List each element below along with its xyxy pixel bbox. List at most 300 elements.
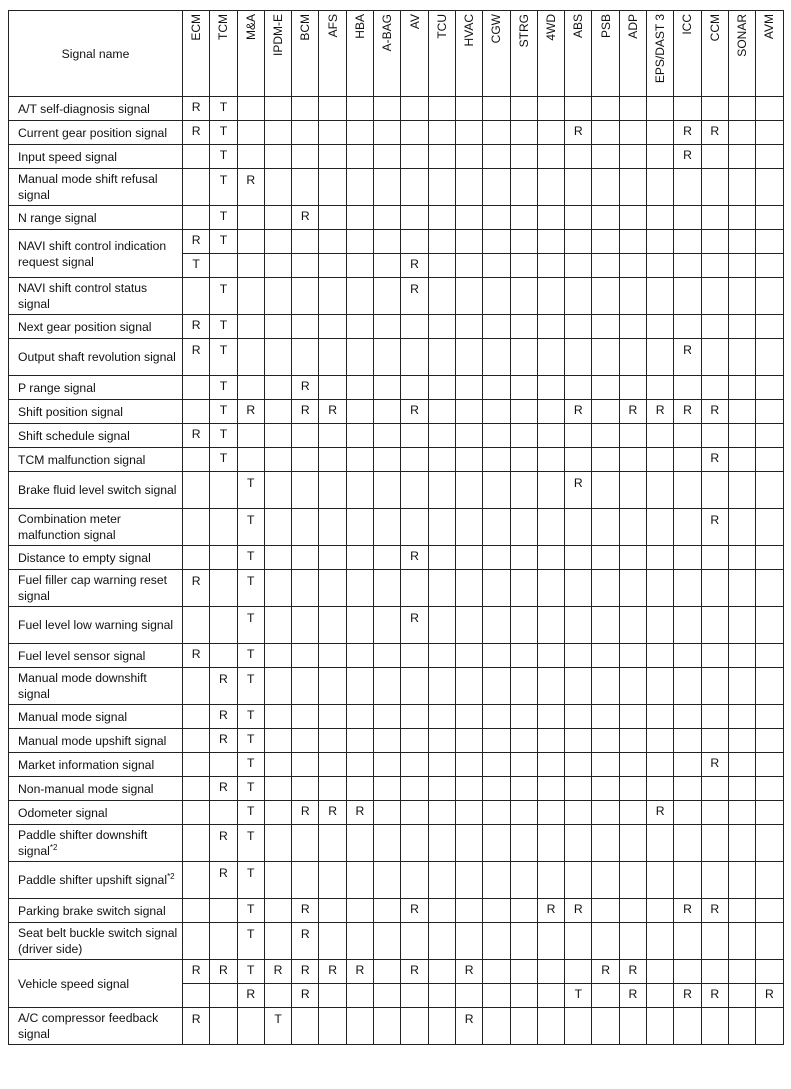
signal-cell [183,668,210,705]
signal-cell [455,705,482,729]
unit-header-label: HBA [352,14,367,39]
signal-cell [183,376,210,400]
table-row [9,315,784,339]
signal-cell [647,97,674,121]
signal-cell [674,376,701,400]
signal-cell [319,254,346,278]
signal-cell [346,729,373,753]
signal-cell [292,339,319,376]
signal-name-cell [9,448,183,472]
signal-cell [701,254,728,278]
signal-cell [619,825,646,862]
signal-cell [401,339,428,376]
signal-cell [264,801,291,825]
signal-cell [537,668,564,705]
signal-cell [428,206,455,230]
signal-name-cell [9,145,183,169]
signal-cell: T [210,97,237,121]
signal-name-cell [9,668,183,705]
signal-cell [264,984,291,1008]
signal-cell: T [210,400,237,424]
signal-name-cell [9,424,183,448]
signal-cell [674,254,701,278]
signal-cell [728,278,755,315]
signal-cell [510,472,537,509]
signal-cell [674,825,701,862]
signal-name: NAVI shift control indication request signal [18,238,167,269]
signal-cell [319,570,346,607]
signal-cell [346,121,373,145]
signal-cell [619,230,646,254]
signal-cell [756,376,783,400]
signal-cell [483,801,510,825]
signal-cell [565,546,592,570]
signal-cell [483,376,510,400]
signal-cell [183,899,210,923]
signal-cell: T [210,339,237,376]
signal-cell [537,984,564,1008]
signal-cell [619,607,646,644]
signal-cell [210,1008,237,1045]
signal-cell [346,1008,373,1045]
signal-cell [728,472,755,509]
signal-cell [455,400,482,424]
signal-cell [374,206,401,230]
signal-cell [565,1008,592,1045]
signal-cell [455,729,482,753]
signal-cell [428,1008,455,1045]
signal-cell [728,376,755,400]
signal-cell [510,923,537,960]
signal-cell [346,169,373,206]
signal-cell [701,1008,728,1045]
unit-header [428,11,455,97]
signal-cell [483,546,510,570]
signal-cell [592,1008,619,1045]
signal-cell [455,923,482,960]
signal-cell [455,509,482,546]
signal-cell [210,644,237,668]
signal-cell [319,315,346,339]
signal-cell [428,607,455,644]
signal-cell: R [619,984,646,1008]
signal-name: Brake fluid level switch signal [18,483,177,497]
signal-cell [319,899,346,923]
signal-name-cell [9,400,183,424]
signal-cell [183,607,210,644]
signal-cell [428,509,455,546]
signal-cell: T [237,509,264,546]
can-signal-table [8,10,784,1045]
signal-cell: T [210,121,237,145]
signal-cell [428,278,455,315]
signal-cell: T [237,729,264,753]
signal-cell: R [210,862,237,899]
signal-cell [674,570,701,607]
signal-cell [619,1008,646,1045]
signal-cell: R [756,984,783,1008]
signal-cell [728,801,755,825]
signal-cell [428,825,455,862]
signal-cell [455,448,482,472]
signal-cell [292,424,319,448]
signal-cell [619,339,646,376]
signal-cell [346,644,373,668]
unit-header-label: TCM [216,14,231,40]
signal-cell [701,644,728,668]
signal-cell: T [237,777,264,801]
signal-cell [455,230,482,254]
signal-cell [483,862,510,899]
signal-cell [264,400,291,424]
signal-cell [483,923,510,960]
signal-cell [428,448,455,472]
signal-cell [428,145,455,169]
signal-cell [510,230,537,254]
table-row [9,777,784,801]
signal-cell [728,729,755,753]
signal-cell [346,448,373,472]
table-row [9,472,784,509]
signal-cell [319,607,346,644]
signal-cell: R [210,777,237,801]
signal-cell [647,644,674,668]
signal-cell [537,169,564,206]
signal-cell: R [183,315,210,339]
signal-cell [455,801,482,825]
signal-cell [728,400,755,424]
signal-cell [728,206,755,230]
signal-cell [592,278,619,315]
unit-header [592,11,619,97]
signal-cell [237,97,264,121]
signal-cell [537,801,564,825]
signal-name-cell [9,509,183,546]
signal-cell [592,607,619,644]
signal-cell [701,97,728,121]
signal-cell [210,801,237,825]
signal-cell [319,121,346,145]
signal-cell: R [619,400,646,424]
signal-cell [565,705,592,729]
signal-name: TCM malfunction signal [18,452,146,467]
signal-cell: R [183,1008,210,1045]
signal-cell: R [565,472,592,509]
signal-cell: R [292,960,319,984]
signal-cell [592,169,619,206]
signal-cell [237,230,264,254]
signal-cell [401,984,428,1008]
signal-cell [728,97,755,121]
signal-cell [183,448,210,472]
signal-cell [237,121,264,145]
signal-cell [728,862,755,899]
signal-name-cell [9,570,183,607]
signal-cell [592,899,619,923]
signal-cell [319,278,346,315]
signal-cell [455,315,482,339]
signal-cell [510,960,537,984]
signal-cell [455,339,482,376]
unit-header [483,11,510,97]
table-row [9,899,784,923]
signal-cell [592,777,619,801]
signal-cell [455,546,482,570]
signal-cell [183,278,210,315]
signal-cell [647,668,674,705]
signal-cell [292,777,319,801]
signal-cell [592,145,619,169]
signal-cell [619,121,646,145]
signal-cell [455,984,482,1008]
signal-cell [674,777,701,801]
signal-cell [728,753,755,777]
signal-cell: R [292,400,319,424]
signal-cell [319,424,346,448]
signal-cell [346,705,373,729]
signal-cell [210,923,237,960]
signal-cell [237,448,264,472]
signal-cell [565,145,592,169]
signal-cell [237,206,264,230]
signal-cell [264,668,291,705]
table-row [9,278,784,315]
signal-cell [701,278,728,315]
signal-cell [483,753,510,777]
signal-cell [374,448,401,472]
signal-cell [592,729,619,753]
signal-cell [728,570,755,607]
signal-name: Manual mode shift refusal signal [18,172,158,202]
signal-cell [619,862,646,899]
signal-cell: T [237,607,264,644]
unit-header [346,11,373,97]
signal-cell: T [237,753,264,777]
signal-cell [756,448,783,472]
signal-cell [319,753,346,777]
signal-cell [510,376,537,400]
signal-cell [264,472,291,509]
signal-cell [728,960,755,984]
signal-name-cell [9,315,183,339]
signal-cell [565,753,592,777]
signal-cell [401,206,428,230]
unit-header-label: PSB [598,14,613,39]
signal-cell [183,801,210,825]
signal-cell [264,424,291,448]
signal-cell [619,644,646,668]
signal-cell [374,472,401,509]
signal-cell: R [319,801,346,825]
signal-cell [592,472,619,509]
signal-cell [537,424,564,448]
signal-cell [346,668,373,705]
footnote-mark: *2 [49,842,58,852]
signal-cell [374,278,401,315]
signal-cell [264,862,291,899]
signal-cell [401,923,428,960]
signal-cell [401,729,428,753]
signal-cell [728,254,755,278]
signal-cell [756,862,783,899]
footnote-mark: *2 [167,871,175,881]
signal-cell [619,753,646,777]
table-row [9,923,784,960]
signal-cell [483,570,510,607]
signal-cell [674,278,701,315]
signal-cell [647,546,674,570]
signal-name-cell [9,546,183,570]
signal-cell [374,424,401,448]
table-row [9,509,784,546]
signal-cell [674,97,701,121]
signal-cell: R [210,825,237,862]
signal-cell [592,753,619,777]
signal-cell [292,705,319,729]
signal-cell [210,546,237,570]
signal-cell [183,400,210,424]
signal-cell [756,145,783,169]
signal-cell [428,801,455,825]
signal-cell [374,801,401,825]
signal-name-cell [9,1008,183,1045]
signal-cell [483,206,510,230]
signal-cell [565,424,592,448]
signal-cell [756,801,783,825]
signal-cell [510,1008,537,1045]
signal-cell [728,230,755,254]
signal-cell [374,1008,401,1045]
signal-cell [183,984,210,1008]
signal-cell: R [210,668,237,705]
table-row [9,607,784,644]
signal-cell [319,230,346,254]
signal-cell: R [592,960,619,984]
signal-cell [756,570,783,607]
signal-cell: R [319,400,346,424]
unit-header [210,11,237,97]
signal-cell [619,448,646,472]
unit-header [756,11,783,97]
signal-cell [592,121,619,145]
signal-cell [510,145,537,169]
signal-name-cell [9,121,183,145]
signal-cell [428,753,455,777]
signal-cell [264,509,291,546]
signal-cell [619,424,646,448]
signal-cell [565,509,592,546]
signal-cell [592,206,619,230]
signal-cell: T [237,862,264,899]
signal-cell [183,705,210,729]
signal-cell [510,801,537,825]
signal-cell [374,97,401,121]
signal-name-cell [9,899,183,923]
signal-cell [565,169,592,206]
signal-cell: T [210,230,237,254]
signal-cell [537,923,564,960]
signal-cell [264,899,291,923]
unit-header [701,11,728,97]
signal-cell [346,400,373,424]
signal-cell [319,862,346,899]
signal-cell [455,424,482,448]
signal-cell [374,570,401,607]
signal-cell [183,923,210,960]
signal-cell [319,339,346,376]
signal-cell: R [237,169,264,206]
signal-cell [756,607,783,644]
signal-cell: R [701,899,728,923]
signal-cell [701,825,728,862]
signal-cell [647,899,674,923]
signal-cell: R [565,400,592,424]
signal-name-cell [9,607,183,644]
signal-cell [292,729,319,753]
signal-cell [374,254,401,278]
signal-cell [756,777,783,801]
signal-cell [592,644,619,668]
signal-cell [592,825,619,862]
signal-name-header: Signal name [9,11,183,97]
signal-cell [183,753,210,777]
signal-cell [483,339,510,376]
signal-cell [401,753,428,777]
signal-cell [728,169,755,206]
signal-cell: T [210,315,237,339]
table-row [9,169,784,206]
signal-cell [237,424,264,448]
signal-cell [292,254,319,278]
signal-cell [619,923,646,960]
signal-cell [237,376,264,400]
signal-cell [210,254,237,278]
signal-cell [674,169,701,206]
signal-cell: R [292,923,319,960]
signal-cell [701,705,728,729]
signal-cell [619,801,646,825]
signal-cell [374,729,401,753]
signal-cell [619,729,646,753]
signal-cell [455,145,482,169]
signal-cell [537,97,564,121]
signal-cell [510,97,537,121]
signal-cell [701,960,728,984]
signal-cell [674,546,701,570]
signal-cell [374,230,401,254]
signal-cell [183,472,210,509]
signal-cell [756,400,783,424]
signal-cell [510,862,537,899]
signal-cell [565,644,592,668]
signal-cell [647,254,674,278]
signal-cell [183,546,210,570]
signal-cell [510,169,537,206]
signal-name-cell [9,278,183,315]
signal-cell [374,400,401,424]
signal-cell: R [292,801,319,825]
signal-cell: R [701,984,728,1008]
signal-cell [728,509,755,546]
signal-cell [756,278,783,315]
signal-cell [183,169,210,206]
signal-cell [756,509,783,546]
signal-cell [565,777,592,801]
signal-cell [374,315,401,339]
signal-cell [483,705,510,729]
signal-cell [319,546,346,570]
signal-cell [346,97,373,121]
